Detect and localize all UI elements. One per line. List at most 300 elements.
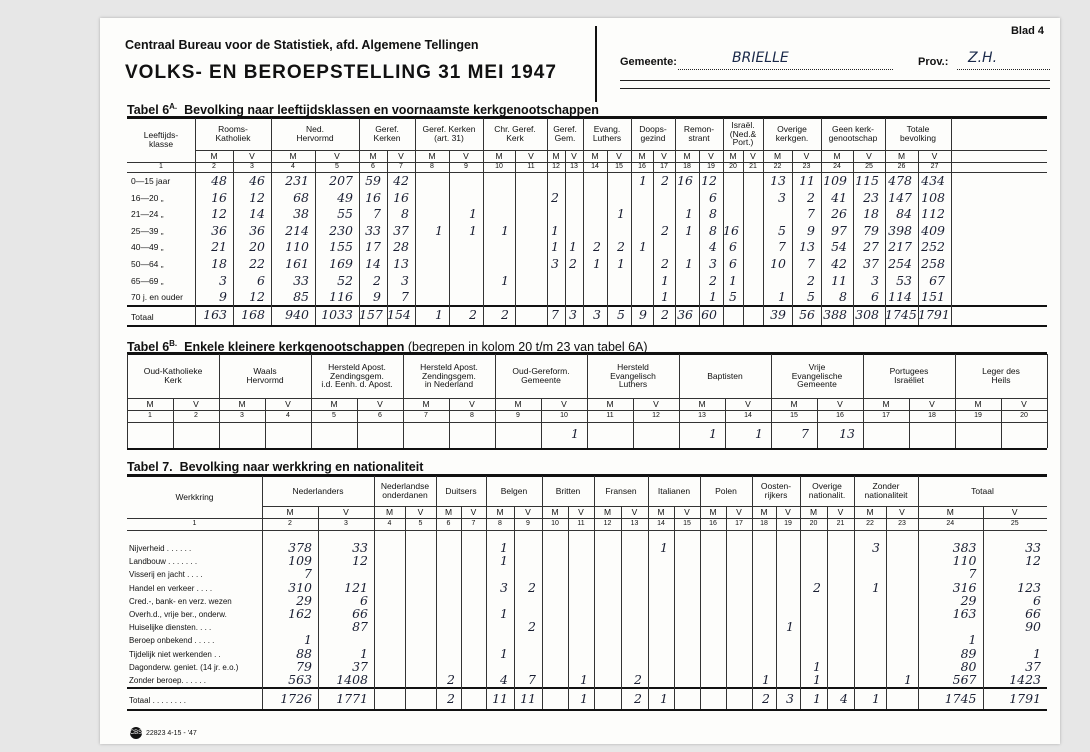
female-header: V [193,398,199,409]
column-number: 1 [159,163,163,171]
count-value: 1 [469,222,477,238]
count-value: 46 [249,173,265,188]
male-header: M [833,150,841,161]
total-value: 56 [799,306,815,322]
count-value: 1423 [1009,672,1041,687]
row-rule [127,162,195,163]
male-header: M [709,506,717,517]
count-value: 310 [288,579,312,595]
male-header: M [638,150,646,161]
count-value: 254 [888,256,912,271]
total-value: 7 [551,306,559,322]
male-header: M [146,398,154,409]
column-number: 14 [744,412,752,420]
total-value: 36 [677,306,693,322]
column-number: 9 [516,412,520,420]
count-value: 89 [960,645,977,661]
count-value: 1408 [336,672,368,687]
age-class-label: 70 j. en ouder [131,292,183,303]
count-value: 161 [285,256,309,271]
column-number: 10 [495,163,503,171]
age-class-label: 0—15 jaar [131,176,171,186]
total-value: 163 [203,306,227,322]
count-value: 11 [831,272,847,288]
print-code: 22823 4-15 - '47 [146,729,197,737]
count-value: 258 [921,256,945,271]
count-value: 54 [831,239,847,255]
werkkring-label: Handel en verkeer . . . . [129,583,213,593]
small-church-header: Hersteld Apost. Zendingsgem. in Nederland [420,361,478,390]
total-value: 11 [492,691,508,707]
church-group-header: Geref. Kerken (art. 31) [422,124,476,143]
count-value: 22 [249,256,265,271]
nationality-header: Italianen [657,485,691,496]
male-header: M [773,150,782,161]
female-header: V [470,506,477,517]
sex-rule [449,398,450,448]
column-number: 24 [833,163,841,171]
group-rule [219,354,220,448]
count-value: 9 [219,289,227,305]
column-number: 11 [606,412,614,420]
total-value: 3 [569,306,577,322]
column-number: 9 [526,520,530,528]
row-rule [127,518,1047,519]
male-header: M [428,150,436,161]
count-value: 7 [401,289,409,305]
count-value: 59 [365,173,381,188]
total-value: 5 [617,306,625,322]
column-number: 20 [1020,412,1028,420]
female-header: V [661,150,667,161]
nationality-header: Oosten- rijkers [760,481,792,500]
female-header: V [334,150,340,161]
count-value: 1 [500,553,508,569]
bottom-rule [127,448,1047,450]
count-value: 21 [211,239,227,255]
count-value: 27 [863,239,879,255]
count-value: 2 [813,579,821,595]
count-value: 5 [807,289,815,305]
female-header: V [866,150,872,161]
count-value: 230 [329,222,353,238]
sex-rule [461,506,462,709]
werkkring-label: Cred.-, bank- en verz. wezen [129,596,232,606]
count-value: 38 [293,206,309,222]
column-number: 6 [378,412,382,420]
group-rule [700,476,701,709]
male-header: M [444,506,453,517]
count-value: 316 [952,579,977,595]
column-number: 13 [570,163,578,171]
count-value: 108 [921,189,945,205]
count-value: 1 [685,222,693,238]
count-value: 49 [337,189,353,205]
male-header: M [330,398,338,409]
count-value: 2 [447,672,455,687]
total-value: 2 [634,691,642,707]
column-number: 5 [335,163,339,171]
female-header: V [899,506,905,517]
count-value: 17 [365,239,381,255]
total-value: 2 [447,691,455,707]
male-header: M [289,150,297,161]
female-header: V [525,506,531,517]
count-value: 7 [807,256,815,271]
count-value: 3 [872,540,880,555]
column-number: 16 [638,163,646,171]
nationality-header: Britten [555,485,581,496]
count-value: 33 [352,540,368,555]
nationality-header: Totaal [971,485,994,496]
male-header: M [809,506,818,517]
total-value: 3 [786,691,794,707]
municipality-value: BRIELLE [732,50,789,66]
count-value: 42 [393,173,409,188]
count-value: 1 [617,256,625,271]
count-value: 398 [888,222,912,238]
count-value: 88 [296,645,312,661]
female-header: V [561,398,567,409]
header-rule [620,88,1050,89]
count-value: 37 [352,658,368,674]
count-value: 2 [661,256,669,271]
male-header: M [760,506,768,517]
count-value: 7 [373,206,381,222]
count-value: 1 [639,173,647,188]
female-header: V [571,150,577,161]
header-rule [620,80,1050,81]
count-value: 5 [729,289,737,305]
count-value: 3 [219,272,227,288]
total-value: 2 [501,306,509,322]
count-value: 10 [770,256,786,271]
nationality-header: Polen [715,485,737,496]
church-group-header: Israël. (Ned.& Port.) [729,119,757,148]
count-value: 36 [249,222,265,238]
column-number: 12 [652,412,660,420]
church-group-header: Doops- gezind [639,124,667,143]
column-number: 21 [749,163,757,171]
female-header: V [528,150,534,161]
female-header: V [684,506,690,517]
total-value: 39 [770,306,786,322]
column-number: 7 [471,520,476,528]
column-number: 16 [709,520,717,528]
column-number: 21 [836,520,845,528]
nationality-header: Duitsers [445,485,477,496]
count-value: 28 [393,239,409,255]
nationality-header: Fransen [605,485,637,496]
group-rule [547,118,548,325]
count-value: 378 [288,540,312,555]
sex-rule [633,398,634,448]
total-label: Totaal [131,311,154,322]
cbs-logo-icon: CBS [130,727,142,739]
group-rule [311,354,312,448]
sex-rule [515,150,516,325]
count-value: 12 [701,173,717,188]
sex-rule [674,506,675,709]
table-6a-caption [127,102,599,117]
count-value: 1 [786,619,794,635]
male-header: M [657,506,665,517]
male-header: M [514,398,522,409]
count-value: 155 [329,239,353,255]
column-number: 15 [790,412,798,420]
print-footer [130,727,197,739]
table-6b-title: Enkele kleinere kerkgenootschappen [184,340,405,355]
column-number: 4 [286,412,290,420]
count-value: 151 [921,289,945,305]
count-value: 16 [211,189,227,205]
group-rule [631,118,632,325]
total-value: 154 [387,306,411,322]
church-group-header: Evang. Luthers [592,124,622,143]
count-value: 567 [952,672,977,687]
column-number: 16 [836,412,844,420]
werkkring-header: Werkkring [175,491,214,502]
column-number: 24 [946,520,955,528]
header-divider [595,26,597,102]
count-value: 1 [469,206,477,222]
count-value: 3 [401,272,409,288]
group-rule [127,354,128,448]
table-6a-num: Tabel 6 [127,103,170,118]
count-value: 1 [904,672,912,687]
table-6b-sup: B. [169,339,178,348]
count-value: 14 [249,206,265,222]
total-value: 4 [840,691,848,707]
count-value: 13 [839,426,855,441]
church-group-header: Remon- strant [683,124,715,143]
column-number: 17 [882,412,890,420]
male-header: M [238,398,246,409]
organisation-name: Centraal Bureau voor de Statistiek, afd. Algemene Tellingen [125,38,479,52]
count-value: 1 [580,672,588,687]
female-header: V [631,506,638,517]
count-value: 147 [888,189,912,205]
male-header: M [591,150,599,161]
count-value: 2 [617,239,625,255]
count-value: 14 [365,256,381,271]
sex-rule [1001,398,1002,448]
count-value: 123 [1017,579,1041,595]
count-value: 11 [799,173,815,188]
column-number: 2 [194,412,198,420]
table-7-num: Tabel 7. [127,460,173,474]
sex-rule [357,398,358,448]
column-number: 13 [698,412,706,420]
count-value: 2 [709,272,717,288]
female-header: V [377,398,383,409]
count-value: 434 [921,173,945,188]
municipality-label: Gemeente: [620,56,677,68]
form-title: VOLKS- EN BEROEPSTELLING 31 MEI 1947 [125,62,557,83]
count-value: 13 [770,173,786,188]
age-class-label: 25—39 „ [131,225,164,236]
column-number: 1 [192,520,197,528]
count-value: 37 [1025,658,1041,674]
count-value: 6 [360,592,368,608]
werkkring-label: Dagonderw. geniet. (14 jr. e.o.) [129,662,239,672]
group-rule [495,354,496,448]
male-header: M [946,506,954,517]
werkkring-label: Visserij en jacht . . . . [129,570,203,580]
count-value: 37 [863,256,879,271]
sex-rule [405,506,406,709]
table-7-title: Bevolking naar werkkring en nationaliteit [179,460,424,474]
column-number: 2 [212,163,216,171]
count-value: 7 [807,206,815,222]
count-value: 12 [249,289,265,305]
male-header: M [729,150,737,161]
count-value: 2 [551,189,559,205]
count-value: 37 [393,222,409,238]
total-value: 308 [855,306,879,322]
werkkring-label: Tijdelijk niet werkenden . . [129,649,221,659]
count-value: 6 [729,256,737,271]
bottom-rule [127,325,1047,327]
male-header: M [882,398,890,409]
female-header: V [708,150,714,161]
group-rule [951,118,952,325]
group-rule [648,476,649,709]
column-number: 4 [291,163,295,171]
table-7 [127,476,1047,721]
count-value: 2 [528,579,536,595]
count-value: 3 [871,272,879,288]
count-value: 66 [1025,606,1041,621]
column-number: 14 [591,163,599,171]
count-value: 1 [500,540,508,555]
total-value: 9 [639,306,647,322]
row-rule [127,530,1047,531]
count-value: 2 [661,222,669,238]
count-value: 207 [329,173,353,188]
column-number: 15 [615,163,623,171]
werkkring-label: Zonder beroep. . . . . . [129,676,206,685]
female-header: V [469,398,475,409]
count-value: 16 [393,189,409,205]
count-value: 1 [778,289,786,305]
column-number: 25 [1010,520,1019,528]
count-value: 121 [344,579,368,595]
age-class-label: 40—49 „ [131,242,164,253]
count-value: 18 [863,206,879,222]
count-value: 169 [329,256,353,271]
column-number: 7 [424,412,428,420]
table-7-caption [127,460,423,474]
male-header: M [286,506,294,517]
count-value: 2 [593,239,601,255]
female-header: V [750,150,756,161]
male-header: M [552,150,560,161]
count-value: 162 [288,606,312,621]
count-value: 8 [401,206,409,222]
female-header: V [736,506,742,517]
count-value: 9 [373,289,381,305]
count-value: 55 [337,206,353,222]
column-number: 12 [603,520,612,528]
table-6b-note: (begrepen in kolom 20 t/m 23 van tabel 6A) [407,340,648,355]
total-value: 1726 [280,691,312,707]
count-value: 1 [501,222,509,238]
male-header: M [385,506,394,517]
count-value: 79 [296,658,312,674]
male-header: M [603,506,612,517]
column-number: 23 [802,163,811,171]
column-number: 1 [148,412,152,420]
count-value: 7 [778,239,786,255]
total-label: Totaal . . . . . . . . [129,696,186,706]
column-number: 23 [898,520,906,528]
small-church-header: Waals Hervormd [246,366,284,385]
count-value: 7 [968,566,977,582]
sex-rule [565,150,566,325]
column-number: 6 [371,163,375,171]
count-value: 116 [329,289,353,305]
count-value: 84 [896,206,912,222]
church-group-header: Geref. Gem. [553,124,577,143]
small-church-header: Baptisten [707,370,743,381]
count-value: 2 [807,272,815,288]
column-number: 19 [784,520,792,528]
werkkring-label: Huiselijke diensten. . . . [129,623,212,633]
count-value: 67 [929,272,945,288]
count-value: 5 [778,222,786,238]
count-value: 110 [285,239,309,255]
bottom-rule [127,709,1047,711]
column-number: 10 [560,412,568,420]
count-value: 252 [921,239,945,255]
table-6a-sup: A. [169,102,178,111]
group-rule [415,118,416,325]
count-value: 214 [285,222,309,238]
female-header: V [417,506,424,517]
count-value: 3 [500,579,508,595]
nationality-header: Nederlandse onderdanen [380,481,430,500]
column-number: 11 [577,520,585,528]
table-6b [127,354,1047,450]
count-value: 2 [569,256,577,271]
age-class-label: 65—69 „ [131,275,164,286]
column-number: 19 [707,163,715,171]
count-value: 115 [855,173,879,188]
total-rule [127,687,1047,689]
count-value: 16 [677,173,693,188]
total-value: 388 [823,306,847,322]
table-6a-title: Bevolking naar leeftijdsklassen en voornaamste kerkgenootschappen [184,103,599,118]
church-group-header: Rooms- Katholiek [215,124,251,143]
count-value: 33 [293,272,309,288]
sex-rule [776,506,777,709]
count-value: 3 [778,189,786,205]
total-value: 60 [701,306,717,322]
female-header: V [837,398,843,409]
small-church-header: Hersteld Apost. Zendingsgem. i.d. Eenh. d. Apost. [321,361,393,390]
small-church-header: Portugees Israëliet [889,366,929,385]
count-value: 1 [709,289,717,305]
total-value: 1745 [885,306,917,322]
werkkring-label: Nijverheid . . . . . . [129,544,192,553]
table-6a [127,118,1047,328]
female-header: V [616,150,622,161]
count-value: 6 [729,239,737,255]
werkkring-label: Overh.d., vrije ber., onderw. [129,610,227,619]
row-rule [262,506,1047,507]
count-value: 1 [709,426,717,441]
